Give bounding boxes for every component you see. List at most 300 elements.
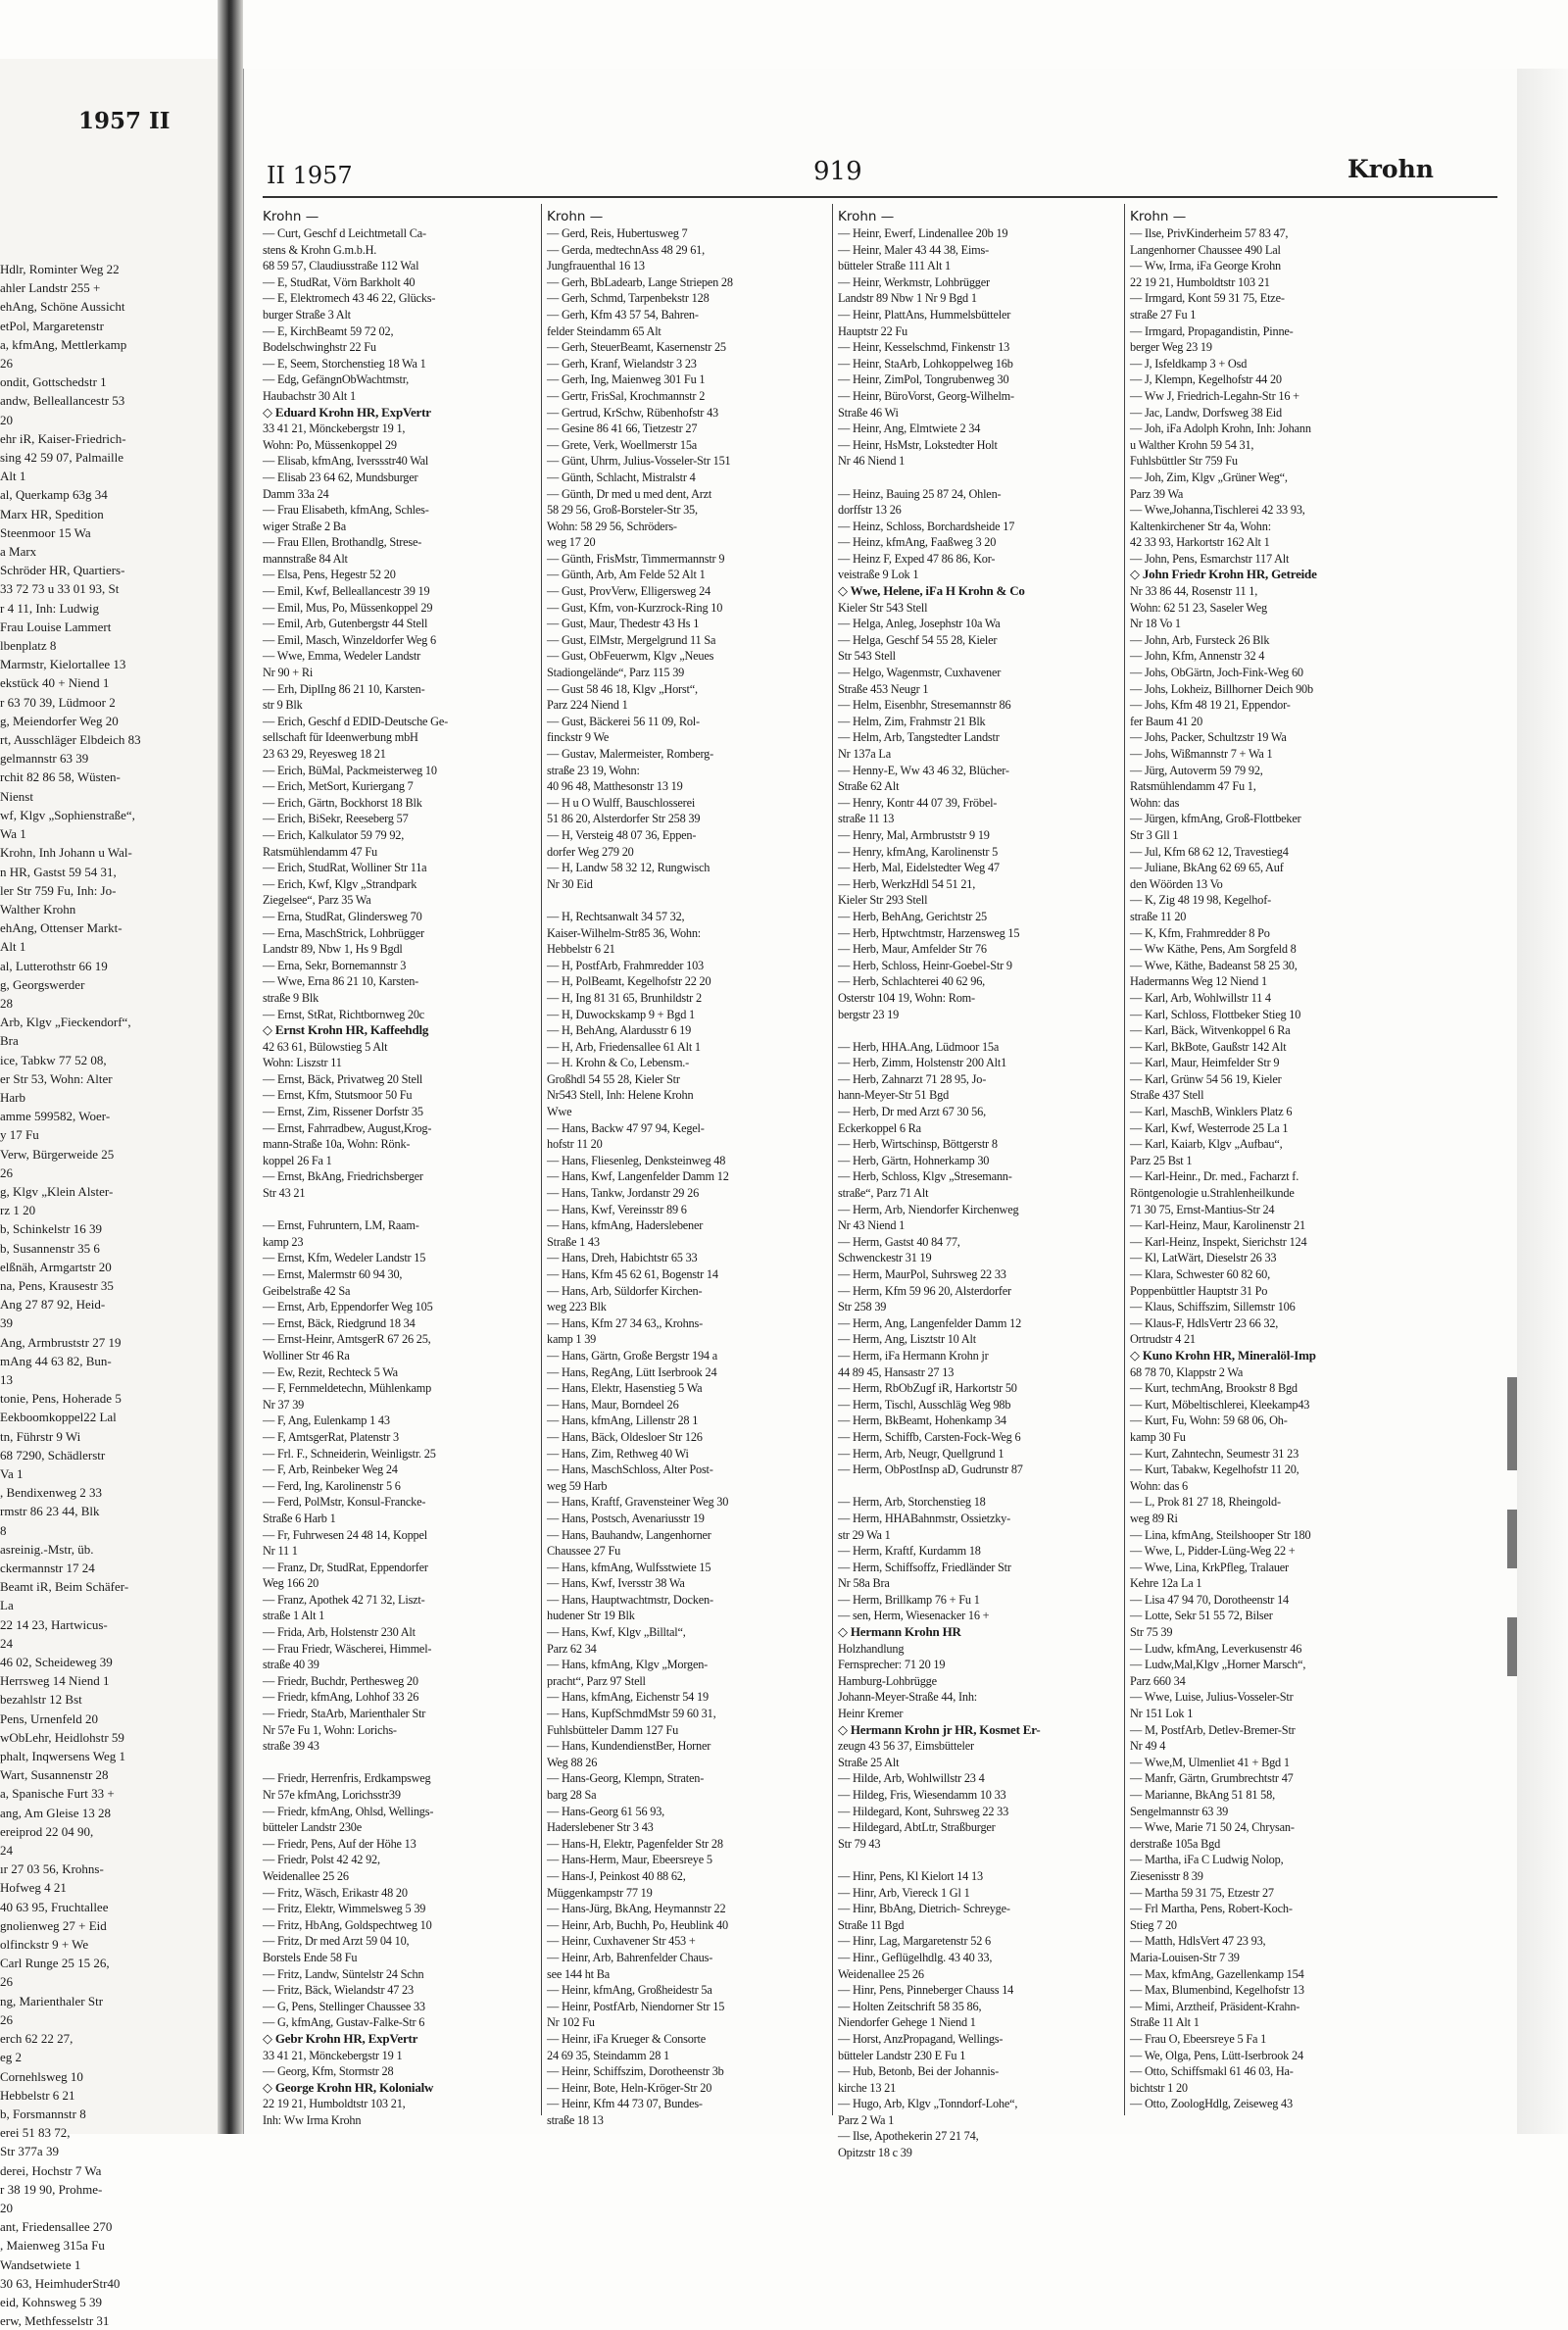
directory-entry: — Fritz, Dr med Arzt 59 04 10, bbox=[263, 1934, 410, 1949]
directory-entry: — M, PostfArb, Detlev-Bremer-Str bbox=[1130, 1722, 1296, 1737]
directory-entry: — Karl, BkBote, Gaußstr 142 Alt bbox=[1130, 1039, 1287, 1054]
directory-entry: — Ernst, BkAng, Friedrichsberger bbox=[263, 1169, 423, 1184]
left-page-line: Verw, Bürgerweide 25 bbox=[0, 1146, 115, 1162]
directory-entry: Wwe bbox=[547, 1105, 572, 1119]
directory-entry: — Hans, KupfSchmdMstr 59 60 31, bbox=[547, 1707, 716, 1721]
left-page-line: 22 14 23, Hartwicus- bbox=[0, 1616, 108, 1632]
left-page-line: a, kfmAng, Mettlerkamp bbox=[0, 336, 127, 352]
left-page-line: g, Georgswerder bbox=[0, 976, 85, 992]
directory-entry: Landstr 89, Nbw 1, Hs 9 Bgdl bbox=[263, 942, 403, 957]
directory-entry: Parz 2 Wa 1 bbox=[838, 2112, 895, 2127]
directory-entry: — Herm, Brillkamp 76 + Fu 1 bbox=[838, 1592, 980, 1607]
left-page-line: sing 42 59 07, Palmaille bbox=[0, 450, 124, 466]
directory-entry bbox=[263, 1202, 539, 1218]
directory-entry: — Hans-Georg 61 56 93, bbox=[547, 1804, 665, 1818]
directory-entry: — Günth, Schlacht, Mistralstr 4 bbox=[547, 470, 696, 484]
directory-entry: — G, kfmAng, Gustav-Falke-Str 6 bbox=[263, 2015, 425, 2030]
left-page-line: Harb bbox=[0, 1089, 25, 1105]
directory-entry: — Frl. F., Schneiderin, Weinligstr. 25 bbox=[263, 1446, 436, 1461]
directory-entry: — H, PolBeamt, Kegelhofstr 22 20 bbox=[547, 974, 711, 989]
directory-entry: Eckerkoppel 6 Ra bbox=[838, 1120, 921, 1135]
directory-entry: — Herm, BkBeamt, Hohenkamp 34 bbox=[838, 1413, 1006, 1428]
directory-entry: — Gust, Maur, Thedestr 43 Hs 1 bbox=[547, 617, 700, 631]
directory-entry: — Helga, Geschf 54 55 28, Kieler bbox=[838, 632, 998, 647]
left-page-line: Krohn, Inh Johann u Wal- bbox=[0, 845, 132, 861]
directory-entry: — Ludw,Mal,Klgv „Horner Marsch“, bbox=[1130, 1658, 1306, 1672]
left-page-line: 39 bbox=[0, 1315, 13, 1331]
directory-entry: — Gust 58 46 18, Klgv „Horst“, bbox=[547, 681, 698, 696]
directory-entry: — Hinr, BbAng, Dietrich- Schreyge- bbox=[838, 1902, 1010, 1916]
directory-entry: — Irmgard, Propagandistin, Pinne- bbox=[1130, 323, 1294, 338]
directory-entry: — Max, kfmAng, Gazellenkamp 154 bbox=[1130, 1966, 1304, 1981]
directory-entry: ◇ Kuno Krohn HR, Mineralöl-Imp bbox=[1130, 1347, 1316, 1363]
directory-entry: — Heinr, ZimPol, Tongrubenweg 30 bbox=[838, 372, 1009, 387]
directory-entry: — Herb, Schloss, Heinr-Goebel-Str 9 bbox=[838, 958, 1012, 972]
directory-entry: — Kurt, Zahntechn, Seumestr 31 23 bbox=[1130, 1446, 1299, 1461]
directory-entry: — Erich, BüMal, Packmeisterweg 10 bbox=[263, 763, 437, 777]
directory-entry: Nr 33 86 44, Rosenstr 11 1, bbox=[1130, 584, 1258, 599]
directory-column-1 bbox=[263, 208, 539, 2128]
left-page-line: , Bendixenweg 2 33 bbox=[0, 1485, 102, 1501]
directory-entry: Fuhlsbüttler Str 759 Fu bbox=[1130, 454, 1238, 469]
directory-entry: Stieg 7 20 bbox=[1130, 1917, 1177, 1932]
directory-entry: — Karl, Grünw 54 56 19, Kieler bbox=[1130, 1071, 1282, 1086]
directory-entry: — Fritz, Elektr, Wimmelsweg 5 39 bbox=[263, 1902, 426, 1916]
directory-entry: kamp 1 39 bbox=[547, 1332, 597, 1347]
directory-entry: — Hans-Georg, Klempn, Straten- bbox=[547, 1771, 705, 1786]
directory-entry: 40 96 48, Matthesonstr 13 19 bbox=[547, 779, 683, 794]
directory-entry: Johann-Meyer-Straße 44, Inh: bbox=[838, 1690, 978, 1705]
directory-entry: Parz 224 Niend 1 bbox=[547, 698, 628, 713]
edge-mark bbox=[1507, 1617, 1517, 1676]
left-page-line: ır 27 03 56, Krohns- bbox=[0, 1861, 104, 1877]
directory-entry: — Frau Elisabeth, kfmAng, Schles- bbox=[263, 503, 429, 518]
directory-entry: — Karl, Bäck, Witvenkoppel 6 Ra bbox=[1130, 1023, 1291, 1038]
directory-entry: — Hans, Kwf, Vereinsstr 89 6 bbox=[547, 1202, 687, 1216]
directory-entry: Nr 58a Bra bbox=[838, 1576, 890, 1591]
directory-entry bbox=[838, 1022, 1122, 1039]
directory-entry: — Hans, kfmAng, Haderslebener bbox=[547, 1218, 704, 1233]
left-page-line: Wandsetwiete 1 bbox=[0, 2256, 81, 2272]
directory-entry: Inh: Ww Irma Krohn bbox=[263, 2112, 362, 2127]
directory-entry: — Jürgen, kfmAng, Groß-Flottbeker bbox=[1130, 812, 1301, 826]
directory-entry: — Gust, ProvVerw, Elligersweg 24 bbox=[547, 584, 710, 599]
directory-entry: — Emil, Arb, Gutenbergstr 44 Stell bbox=[263, 617, 428, 631]
directory-entry: — Emil, Kwf, Belleallancestr 39 19 bbox=[263, 584, 430, 599]
directory-entry: — Emil, Masch, Winzeldorfer Weg 6 bbox=[263, 632, 436, 647]
directory-entry: ◇ Wwe, Helene, iFa H Krohn & Co bbox=[838, 583, 1025, 599]
left-page-line: tonie, Pens, Hoherade 5 bbox=[0, 1391, 122, 1407]
directory-entry: — Henny-E, Ww 43 46 32, Blücher- bbox=[838, 763, 1009, 777]
left-page-line: andw, Belleallancestr 53 bbox=[0, 393, 125, 409]
left-page-line: 20 bbox=[0, 412, 13, 427]
directory-entry: finckstr 9 We bbox=[547, 730, 610, 745]
right-page-header-left: II 1957 bbox=[267, 162, 353, 189]
directory-entry: — Hildeg, Fris, Wiesendamm 10 33 bbox=[838, 1788, 1006, 1802]
left-page-line: al, Lutterothstr 66 19 bbox=[0, 958, 108, 973]
directory-entry: Nr 57e kfmAng, Lorichsstr39 bbox=[263, 1788, 401, 1802]
directory-entry: — Gerh, Ing, Maienweg 301 Fu 1 bbox=[547, 372, 706, 387]
directory-entry: — Friedr, kfmAng, Ohlsd, Wellings- bbox=[263, 1804, 434, 1818]
directory-entry: — E, StudRat, Vörn Barkholt 40 bbox=[263, 274, 416, 289]
left-page-line: bezahlstr 12 Bst bbox=[0, 1692, 82, 1708]
directory-entry: — Hans, Kfm 27 34 63,, Krohns- bbox=[547, 1315, 703, 1330]
left-page-line: Walther Krohn bbox=[0, 901, 76, 917]
directory-entry: Str 543 Stell bbox=[838, 649, 896, 664]
left-page-line: 13 bbox=[0, 1371, 13, 1387]
directory-entry: 24 69 35, Steindamm 28 1 bbox=[547, 2048, 669, 2062]
directory-entry: — Max, Blumenbind, Kegelhofstr 13 bbox=[1130, 1983, 1304, 1998]
directory-entry: — Karl-Heinr., Dr. med., Facharzt f. bbox=[1130, 1169, 1299, 1184]
left-page-line: 24 bbox=[0, 1843, 13, 1859]
directory-entry: 33 41 21, Mönckebergstr 19 1 bbox=[263, 2048, 403, 2062]
directory-entry: Str 79 43 bbox=[838, 1836, 881, 1851]
directory-entry: hofstr 11 20 bbox=[547, 1137, 603, 1152]
column-heading: Krohn — bbox=[263, 209, 319, 224]
directory-entry: Parz 25 Bst 1 bbox=[1130, 1153, 1193, 1167]
directory-entry: — Gerh, BbLadearb, Lange Striepen 28 bbox=[547, 274, 733, 289]
directory-entry: — H, Duwockskamp 9 + Bgd 1 bbox=[547, 1007, 695, 1021]
left-page bbox=[0, 59, 225, 2329]
directory-entry: Wohn: 62 51 23, Saseler Weg bbox=[1130, 600, 1267, 615]
directory-entry: — Hans, Arb, Süldorfer Kirchen- bbox=[547, 1283, 703, 1298]
directory-entry: — Wwe, Käthe, Badeanst 58 25 30, bbox=[1130, 958, 1298, 972]
left-page-line: ehr iR, Kaiser-Friedrich- bbox=[0, 430, 126, 446]
directory-entry: — Ilse, PrivKinderheim 57 83 47, bbox=[1130, 226, 1289, 240]
directory-entry: Nr 137a La bbox=[838, 747, 891, 761]
left-page-line: Nienst bbox=[0, 788, 33, 804]
directory-entry: — Elsa, Pens, Hegestr 52 20 bbox=[263, 568, 396, 582]
directory-entry: — Ernst, Fahrradbew, August,Krog- bbox=[263, 1120, 432, 1135]
directory-entry: — Gerda, medtechnAss 48 29 61, bbox=[547, 242, 705, 257]
directory-entry: — Herm, Schiffb, Carsten-Fock-Weg 6 bbox=[838, 1429, 1021, 1444]
left-page-line: 28 bbox=[0, 995, 13, 1011]
directory-entry: — Ew, Rezit, Rechteck 5 Wa bbox=[263, 1364, 398, 1379]
directory-entry: — John, Kfm, Annenstr 32 4 bbox=[1130, 649, 1265, 664]
left-page-line: b, Susannenstr 35 6 bbox=[0, 1240, 100, 1256]
left-page-line: r 4 11, Inh: Ludwig bbox=[0, 600, 99, 616]
directory-entry: — Herm, MaurPol, Suhrsweg 22 33 bbox=[838, 1267, 1006, 1281]
directory-entry: Borstels Ende 58 Fu bbox=[263, 1950, 358, 1964]
directory-entry: — Hans, Maur, Borndeel 26 bbox=[547, 1397, 679, 1412]
left-page-line: b, Forsmannstr 8 bbox=[0, 2106, 86, 2121]
directory-entry: — Wwe, Marie 71 50 24, Chrysan- bbox=[1130, 1820, 1295, 1835]
directory-entry: 68 78 70, Klappstr 2 Wa bbox=[1130, 1364, 1244, 1379]
directory-entry: — Herm, iFa Hermann Krohn jr bbox=[838, 1348, 989, 1363]
directory-entry: — Hans, Fliesenleg, Denksteinweg 48 bbox=[547, 1153, 726, 1167]
directory-entry: Straße 62 Alt bbox=[838, 779, 900, 794]
directory-entry: — Johs, Packer, Schultzstr 19 Wa bbox=[1130, 730, 1287, 745]
left-page-line: ehAng, Schöne Aussicht bbox=[0, 299, 125, 315]
directory-entry: — Heinr, Ewerf, Lindenallee 20b 19 bbox=[838, 226, 1008, 240]
left-page-line: Marx HR, Spedition bbox=[0, 506, 104, 521]
directory-entry: — Manfr, Gärtn, Grumbrechtstr 47 bbox=[1130, 1771, 1294, 1786]
left-page-line: erw, Methfesselstr 31 bbox=[0, 2313, 110, 2329]
directory-entry: — H u O Wulff, Bauschlosserei bbox=[547, 795, 696, 810]
directory-entry: ◇ Eduard Krohn HR, ExpVertr bbox=[263, 404, 431, 420]
directory-entry: Kieler Str 543 Stell bbox=[838, 600, 928, 615]
directory-entry: Nr 57e Fu 1, Wohn: Lorichs- bbox=[263, 1722, 397, 1737]
directory-entry: — Heinr, Maler 43 44 38, Eims- bbox=[838, 242, 990, 257]
left-page-line: a, Spanische Furt 33 + bbox=[0, 1786, 115, 1802]
directory-entry: berger Weg 23 19 bbox=[1130, 340, 1212, 355]
directory-entry: — Herb, Schlachterei 40 62 96, bbox=[838, 974, 986, 989]
directory-entry: 22 19 21, Humboldtstr 103 21, bbox=[263, 2097, 406, 2111]
directory-entry: Hamburg-Lohbrügge bbox=[838, 1673, 937, 1688]
directory-entry: Haderslebener Str 3 43 bbox=[547, 1820, 654, 1835]
left-page-line: Marmstr, Kielortallee 13 bbox=[0, 657, 126, 672]
directory-entry: straße“, Parz 71 Alt bbox=[838, 1186, 929, 1201]
directory-entry: Str 3 Gll 1 bbox=[1130, 827, 1179, 842]
directory-entry: — Marianne, BkAng 51 81 58, bbox=[1130, 1788, 1275, 1802]
left-page-line: Alt 1 bbox=[0, 939, 26, 955]
directory-entry: — Ernst, StRat, Richtbornweg 20c bbox=[263, 1007, 425, 1021]
directory-entry: Straße 46 Wi bbox=[838, 405, 899, 420]
directory-entry: Nr 151 Lok 1 bbox=[1130, 1707, 1194, 1721]
directory-column-3 bbox=[838, 208, 1122, 2161]
directory-entry: — H, Ing 81 31 65, Brunhildstr 2 bbox=[547, 990, 702, 1005]
directory-entry: Chaussee 27 Fu bbox=[547, 1544, 621, 1559]
directory-entry: — Hans, KundendienstBer, Horner bbox=[547, 1739, 711, 1754]
directory-entry: — Erich, StudRat, Wolliner Str 11a bbox=[263, 861, 427, 875]
directory-entry bbox=[838, 470, 1122, 486]
directory-entry: u Walther Krohn 59 54 31, bbox=[1130, 437, 1254, 452]
directory-entry: — Herm, Gastst 40 84 77, bbox=[838, 1234, 960, 1249]
left-page-line: ice, Tabkw 77 52 08, bbox=[0, 1052, 107, 1067]
directory-entry: — Joh, Zim, Klgv „Grüner Weg“, bbox=[1130, 470, 1288, 484]
directory-entry: 23 63 29, Reyesweg 18 21 bbox=[263, 747, 386, 761]
directory-entry: — Martha, iFa C Ludwig Nolop, bbox=[1130, 1853, 1284, 1867]
directory-entry: Straße 453 Neugr 1 bbox=[838, 681, 929, 696]
directory-entry: bergstr 23 19 bbox=[838, 1007, 900, 1021]
directory-entry: Stadiongelände“, Parz 115 39 bbox=[547, 666, 685, 680]
directory-entry: — Hans, Kfm 45 62 61, Bogenstr 14 bbox=[547, 1267, 718, 1281]
directory-entry: — Irmgard, Kont 59 31 75, Etze- bbox=[1130, 291, 1285, 306]
directory-entry: straße 11 13 bbox=[838, 812, 895, 826]
directory-entry bbox=[838, 1852, 1122, 1868]
directory-entry: — K, Kfm, Frahmredder 8 Po bbox=[1130, 925, 1270, 940]
left-page-line: Wart, Susannenstr 28 bbox=[0, 1767, 109, 1783]
directory-entry: — Heinr, Kesselschmd, Finkenstr 13 bbox=[838, 340, 1010, 355]
directory-entry: — Herb, Zahnarzt 71 28 95, Jo- bbox=[838, 1071, 987, 1086]
directory-entry: — Erna, StudRat, Glindersweg 70 bbox=[263, 909, 422, 923]
directory-entry: — Henry, kfmAng, Karolinenstr 5 bbox=[838, 844, 999, 859]
directory-entry: 68 59 57, Claudiusstraße 112 Wal bbox=[263, 259, 419, 273]
directory-entry: — Karl, Kwf, Westerrode 25 La 1 bbox=[1130, 1120, 1289, 1135]
directory-entry: — Hans, Dreh, Habichtstr 65 33 bbox=[547, 1251, 698, 1265]
column-divider bbox=[541, 204, 542, 2115]
directory-entry: — Erich, Kwf, Klgv „Strandpark bbox=[263, 876, 417, 891]
directory-entry: — Erh, DiplIng 86 21 10, Karsten- bbox=[263, 681, 425, 696]
directory-entry: — Gesine 86 41 66, Tietzestr 27 bbox=[547, 421, 698, 436]
directory-entry: — F, AmtsgerRat, Platenstr 3 bbox=[263, 1429, 399, 1444]
directory-entry: — Otto, ZoologHdlg, Zeiseweg 43 bbox=[1130, 2097, 1293, 2111]
directory-entry: — H, Landw 58 32 12, Rungwisch bbox=[547, 861, 710, 875]
left-page-line: wObLehr, Heidlohstr 59 bbox=[0, 1729, 124, 1745]
left-page-line: b, Schinkelstr 16 39 bbox=[0, 1221, 102, 1237]
left-page-line: 40 63 95, Fruchtallee bbox=[0, 1899, 109, 1914]
left-page-line: Str 377a 39 bbox=[0, 2144, 59, 2159]
directory-entry: Großhdl 54 55 28, Kieler Str bbox=[547, 1071, 680, 1086]
directory-entry: — Ludw, kfmAng, Leverkusenstr 46 bbox=[1130, 1641, 1302, 1656]
left-page-line: 24 bbox=[0, 1635, 13, 1651]
left-page-line: 26 bbox=[0, 1974, 13, 1990]
left-page-line: Ang 27 87 92, Heid- bbox=[0, 1297, 106, 1313]
directory-entry: Straße 25 Alt bbox=[838, 1755, 900, 1769]
directory-entry: barg 28 Sa bbox=[547, 1788, 597, 1802]
directory-entry: Nr543 Stell, Inh: Helene Krohn bbox=[547, 1088, 694, 1103]
directory-entry: — Gertrud, KrSchw, Rübenhofstr 43 bbox=[547, 405, 718, 420]
directory-entry: — Herb, Hptwchtmstr, Harzensweg 15 bbox=[838, 925, 1020, 940]
directory-entry: — Henry, Mal, Armbruststr 9 19 bbox=[838, 827, 990, 842]
left-page-line: Va 1 bbox=[0, 1466, 24, 1481]
directory-entry: — H, PostfArb, Frahmredder 103 bbox=[547, 958, 704, 972]
directory-entry: — Wwe,M, Ulmenliet 41 + Bgd 1 bbox=[1130, 1755, 1290, 1769]
left-page-line: Cornehlsweg 10 bbox=[0, 2068, 83, 2084]
directory-entry: — Heinr, Schiffszim, Dorotheenstr 3b bbox=[547, 2064, 724, 2079]
left-page-line: Arb, Klgv „Fieckendorf“, bbox=[0, 1015, 131, 1030]
left-page-line: Hdlr, Rominter Weg 22 bbox=[0, 262, 120, 276]
directory-entry: — Frl Martha, Pens, Robert-Koch- bbox=[1130, 1902, 1293, 1916]
directory-entry: Ratsmühlendamm 47 Fu bbox=[263, 844, 377, 859]
directory-entry: fer Baum 41 20 bbox=[1130, 714, 1203, 728]
directory-entry: — Kl, LatWärt, Dieselstr 26 33 bbox=[1130, 1251, 1277, 1265]
directory-entry: — Hans, Gärtn, Große Bergstr 194 a bbox=[547, 1348, 717, 1363]
directory-entry: den Wöörden 13 Vo bbox=[1130, 876, 1223, 891]
directory-entry: — Heinr, Ang, Elmtwiete 2 34 bbox=[838, 421, 981, 436]
directory-entry: Fuhlsbütteler Damm 127 Fu bbox=[547, 1722, 679, 1737]
directory-entry: — Gust, Bäckerei 56 11 09, Rol- bbox=[547, 714, 700, 728]
directory-entry: — Helm, Zim, Frahmstr 21 Blk bbox=[838, 714, 986, 728]
directory-entry: 42 63 61, Bülowstieg 5 Alt bbox=[263, 1039, 388, 1054]
left-page-line: Alt 1 bbox=[0, 469, 26, 484]
directory-entry: — We, Olga, Pens, Lütt-Iserbrook 24 bbox=[1130, 2048, 1303, 2062]
left-page-line: g, Meiendorfer Weg 20 bbox=[0, 713, 119, 728]
directory-entry: — Ernst, Zim, Rissener Dorfstr 35 bbox=[263, 1105, 423, 1119]
directory-entry: Nr 43 Niend 1 bbox=[838, 1218, 906, 1233]
directory-entry: — Hans, RegAng, Lütt Iserbrook 24 bbox=[547, 1364, 717, 1379]
left-page-line: ehAng, Ottenser Markt- bbox=[0, 920, 122, 936]
directory-entry: — Heinr, Werkmstr, Lohbrügger bbox=[838, 274, 990, 289]
directory-entry: Weidenallee 25 26 bbox=[838, 1966, 924, 1981]
directory-entry bbox=[838, 1478, 1122, 1495]
directory-entry: — Franz, Apothek 42 71 32, Liszt- bbox=[263, 1592, 425, 1607]
directory-entry: — Ilse, Apothekerin 27 21 74, bbox=[838, 2129, 979, 2144]
directory-entry: — John, Pens, Esmarchstr 117 Alt bbox=[1130, 551, 1290, 566]
directory-entry: Nr 102 Fu bbox=[547, 2015, 595, 2030]
left-page-line: ereiprod 22 04 90, bbox=[0, 1823, 94, 1839]
left-page-line: na, Pens, Krausestr 35 bbox=[0, 1277, 114, 1293]
left-page-line: Frau Louise Lammert bbox=[0, 619, 112, 634]
directory-entry: Fernsprecher: 71 20 19 bbox=[838, 1658, 946, 1672]
running-head: Krohn bbox=[1348, 155, 1434, 183]
directory-entry: — Günth, Dr med u med dent, Arzt bbox=[547, 486, 712, 501]
directory-entry: str 9 Blk bbox=[263, 698, 303, 713]
directory-entry: — J, Klempn, Kegelhofstr 44 20 bbox=[1130, 372, 1282, 387]
directory-entry: — Gustav, Malermeister, Romberg- bbox=[547, 747, 714, 761]
left-page-line: eg 2 bbox=[0, 2050, 23, 2065]
directory-entry: — Hans-Herm, Maur, Ebeersreye 5 bbox=[547, 1853, 712, 1867]
left-page-line: , Maienweg 315a Fu bbox=[0, 2238, 105, 2254]
directory-entry: — G, Pens, Stellinger Chaussee 33 bbox=[263, 1999, 425, 2013]
directory-entry: — Ww, Irma, iFa George Krohn bbox=[1130, 259, 1281, 273]
left-page-line: 20 bbox=[0, 2200, 13, 2215]
directory-entry: — Herb, Schloss, Klgv „Stresemann- bbox=[838, 1169, 1012, 1184]
directory-entry: bütteler Straße 111 Alt 1 bbox=[838, 259, 951, 273]
directory-entry: — F, Arb, Reinbeker Weg 24 bbox=[263, 1462, 398, 1477]
directory-entry: — Klara, Schwester 60 82 60, bbox=[1130, 1267, 1270, 1281]
directory-entry: — Hans, kfmAng, Klgv „Morgen- bbox=[547, 1658, 709, 1672]
directory-entry: mannstraße 84 Alt bbox=[263, 551, 348, 566]
left-page-line: tn, Führstr 9 Wi bbox=[0, 1428, 81, 1444]
directory-entry: — Wwe, Lina, KrkPfleg, Tralauer bbox=[1130, 1560, 1289, 1574]
directory-entry: Ziesenisstr 8 39 bbox=[1130, 1868, 1203, 1883]
directory-entry: Straße 1 43 bbox=[547, 1234, 600, 1249]
directory-entry: — Wwe, Emma, Wedeler Landstr bbox=[263, 649, 420, 664]
directory-entry: mann-Straße 10a, Wohn: Rönk- bbox=[263, 1137, 411, 1152]
directory-entry: — Hugo, Arb, Klgv „Tonndorf-Lohe“, bbox=[838, 2097, 1018, 2111]
directory-entry: — Herb, WerkzHdl 54 51 21, bbox=[838, 876, 976, 891]
directory-entry: Hauptstr 22 Fu bbox=[838, 323, 907, 338]
directory-entry: — Jac, Landw, Dorfsweg 38 Eid bbox=[1130, 405, 1282, 420]
directory-entry: — Horst, AnzPropagand, Wellings- bbox=[838, 2031, 1004, 2046]
column-heading: Krohn — bbox=[547, 209, 604, 224]
column-divider bbox=[832, 204, 833, 2115]
directory-entry: ◇ Hermann Krohn jr HR, Kosmet Er- bbox=[838, 1721, 1041, 1737]
directory-entry: Geibelstraße 42 Sa bbox=[263, 1283, 351, 1298]
directory-entry: burger Straße 3 Alt bbox=[263, 307, 351, 322]
directory-entry: — Hans, Kraftf, Gravensteiner Weg 30 bbox=[547, 1495, 729, 1510]
directory-entry: — Günt, Uhrm, Julius-Vosseler-Str 151 bbox=[547, 454, 731, 469]
left-page-line: mAng 44 63 82, Bun- bbox=[0, 1353, 112, 1368]
directory-entry: Kehre 12a La 1 bbox=[1130, 1576, 1202, 1591]
directory-entry: — Fritz, Wäsch, Erikastr 48 20 bbox=[263, 1885, 408, 1900]
directory-entry: — Hans, kfmAng, Wulfsstwiete 15 bbox=[547, 1560, 711, 1574]
directory-entry: sellschaft für Ideenwerbung mbH bbox=[263, 730, 418, 745]
directory-entry: — John, Arb, Fursteck 26 Blk bbox=[1130, 632, 1270, 647]
directory-entry: derstraße 105a Bgd bbox=[1130, 1836, 1221, 1851]
directory-entry: — Hinr, Pens, Pinneberger Chauss 14 bbox=[838, 1983, 1014, 1998]
column-heading: Krohn — bbox=[1130, 209, 1187, 224]
directory-entry: — Ernst, Arb, Eppendorfer Weg 105 bbox=[263, 1300, 433, 1314]
left-page-line: La bbox=[0, 1598, 14, 1613]
left-page-line: Hofweg 4 21 bbox=[0, 1880, 67, 1896]
directory-entry: Langenhorner Chaussee 490 Lal bbox=[1130, 242, 1281, 257]
directory-entry: straße 1 Alt 1 bbox=[263, 1609, 325, 1623]
directory-entry: — Hans, Hauptwachtmstr, Docken- bbox=[547, 1592, 713, 1607]
directory-entry: — Ww Käthe, Pens, Am Sorgfeld 8 bbox=[1130, 942, 1297, 957]
directory-entry: wiger Straße 2 Ba bbox=[263, 519, 347, 533]
directory-entry: Str 43 21 bbox=[263, 1186, 306, 1201]
directory-entry: — Gertr, FrisSal, Krochmannstr 2 bbox=[547, 388, 706, 403]
directory-entry: Nr 49 4 bbox=[1130, 1739, 1166, 1754]
directory-entry: Nr 37 39 bbox=[263, 1397, 305, 1412]
directory-entry: — Hans, Zim, Rethweg 40 Wi bbox=[547, 1446, 689, 1461]
directory-entry: weg 89 Ri bbox=[1130, 1511, 1178, 1525]
directory-entry: — H, Rechtsanwalt 34 57 32, bbox=[547, 909, 685, 923]
directory-entry: — Elisab, kfmAng, Iverssstr40 Wal bbox=[263, 454, 429, 469]
directory-entry: — Heinr, Arb, Bahrenfelder Chaus- bbox=[547, 1950, 713, 1964]
directory-entry: — Herb, Mal, Eidelstedter Weg 47 bbox=[838, 861, 1000, 875]
directory-entry: ◇ George Krohn HR, Kolonialw bbox=[263, 2079, 434, 2095]
directory-entry: — Hilde, Arb, Wohlwillstr 23 4 bbox=[838, 1771, 985, 1786]
directory-entry: Straße 11 Alt 1 bbox=[1130, 2015, 1200, 2030]
directory-entry: straße 11 20 bbox=[1130, 909, 1187, 923]
left-page-line: Carl Runge 25 15 26, bbox=[0, 1956, 110, 1971]
directory-entry: — Friedr, StaArb, Marienthaler Str bbox=[263, 1707, 426, 1721]
directory-entry: — Gust, ElMstr, Mergelgrund 11 Sa bbox=[547, 632, 716, 647]
directory-entry: — Gerh, Kranf, Wielandstr 3 23 bbox=[547, 356, 697, 371]
